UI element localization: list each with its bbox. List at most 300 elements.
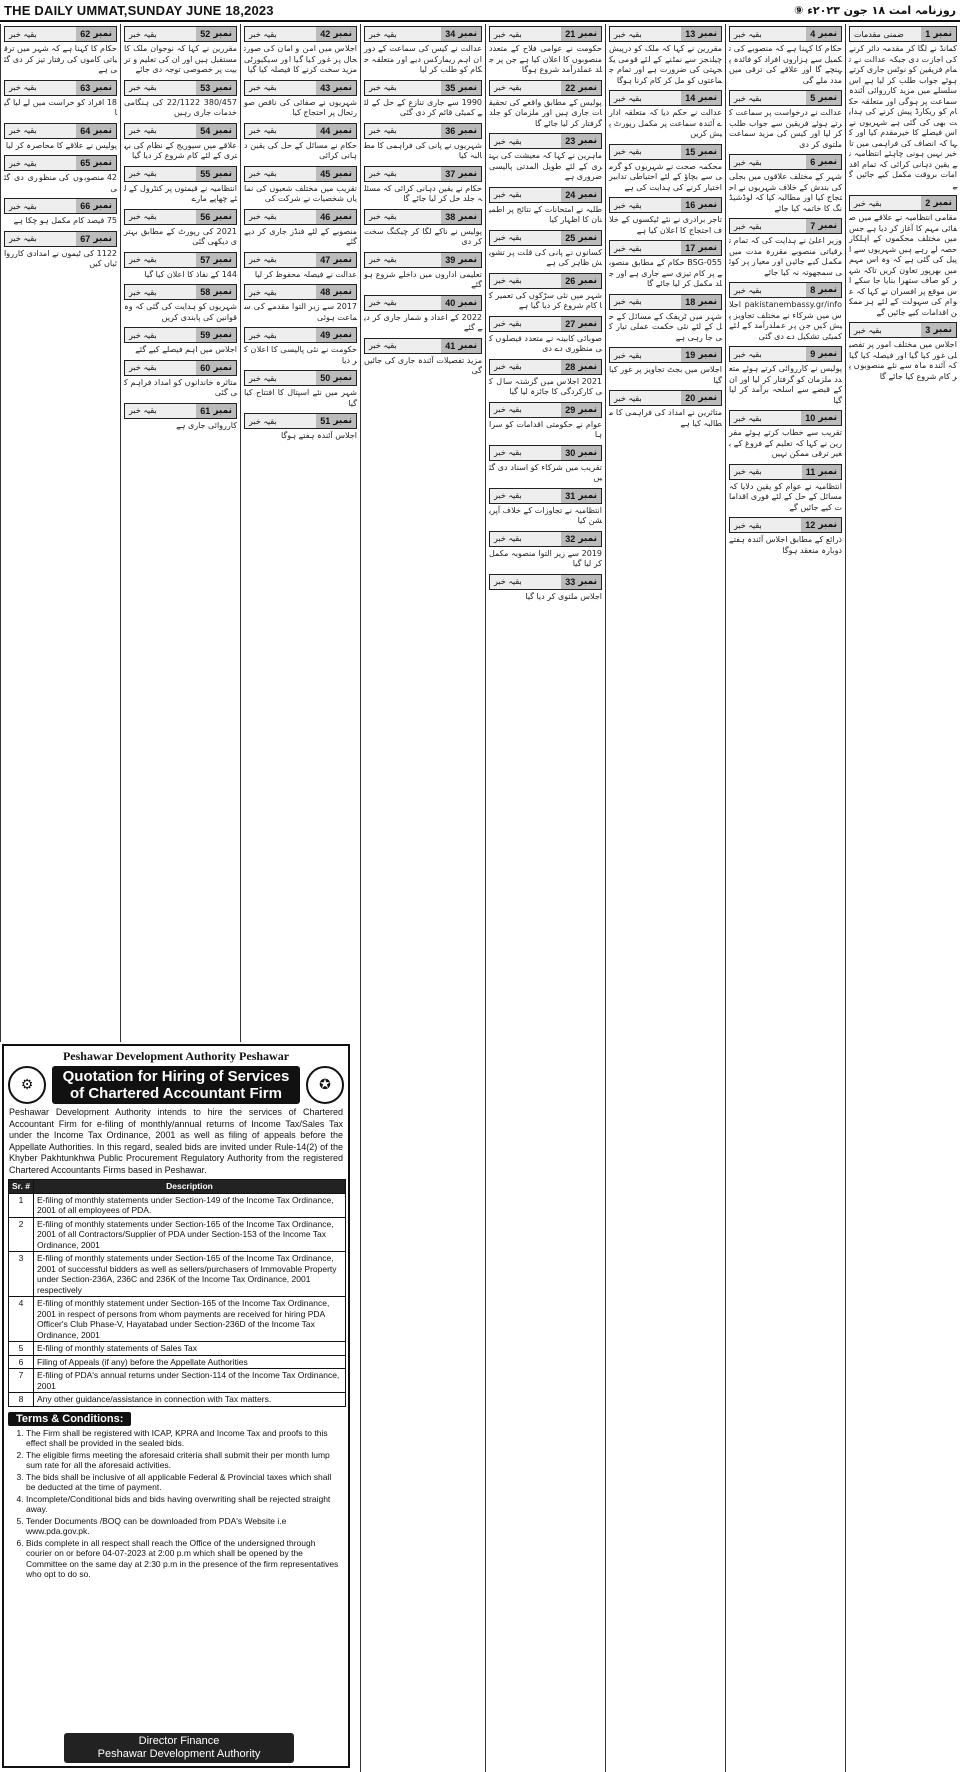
item-title: بقیہ خبر (494, 136, 522, 146)
item-body: عوام نے حکومتی اقدامات کو سراہا (489, 419, 602, 439)
item-header (729, 282, 842, 298)
item-title: بقیہ خبر (369, 29, 397, 39)
classified-item (729, 90, 842, 150)
classified-item (244, 209, 357, 248)
item-title: بقیہ خبر (249, 169, 277, 178)
column (485, 24, 605, 1772)
item-number-badge (441, 210, 481, 224)
item-title: بقیہ خبر (249, 416, 277, 426)
item-number-label: نمبر (458, 254, 477, 265)
item-header (124, 252, 237, 268)
item-header (489, 488, 602, 504)
item-number-badge (316, 27, 356, 41)
classified-item (609, 90, 722, 140)
item-number: 33 (565, 576, 576, 587)
item-number-label: نمبر (818, 520, 837, 530)
item-number: 3 (925, 325, 931, 335)
classified-item (729, 346, 842, 406)
classified-item (124, 252, 237, 281)
item-title: بقیہ خبر (129, 169, 157, 178)
classified-item (609, 240, 722, 290)
item-body: حکومت نے عوامی فلاح کے متعدد منصوبوں کا اعلان کیا ہے جن پر جلد عملدرآمد شروع ہوگا (489, 44, 602, 74)
item-title: بقیہ خبر (249, 212, 277, 221)
item-body: پولیس نے ناکے لگا کر چیکنگ سخت کر دی (364, 226, 482, 246)
item-body: شہر میں نئی سڑکوں کی تعمیر کا کام شروع کر دیا گیا ہے (489, 290, 602, 310)
item-header (4, 198, 117, 214)
classified-item (729, 218, 842, 278)
item-body: اجلاس آئندہ ہفتے ہوگا (281, 431, 357, 440)
item-title: بقیہ خبر (494, 29, 522, 39)
item-header (124, 26, 237, 42)
item-body: 1990 سے جاری تنازع کے حل کے لئے کمیٹی قائم کر دی گئی (364, 97, 482, 117)
item-body: 1122 کی ٹیموں نے امدادی کارروائیاں کیں (4, 248, 117, 268)
item-number-label: نمبر (933, 198, 952, 208)
item-number-badge (561, 134, 601, 148)
item-number: 59 (200, 330, 211, 340)
row-description: E-filing of monthly statements of Sales Tax (34, 1342, 346, 1356)
item-title: بقیہ خبر (249, 255, 277, 264)
item-number: 46 (320, 211, 331, 222)
item-number: 38 (445, 211, 456, 222)
item-number-label: نمبر (213, 211, 232, 222)
item-body: 2022 کے اعداد و شمار جاری کر دیے گئے (364, 312, 482, 332)
item-header (729, 464, 842, 480)
item-number-label: نمبر (458, 125, 477, 136)
item-number-label: نمبر (578, 189, 597, 200)
item-number-badge (561, 575, 601, 589)
signatory-org: Peshawar Development Authority (97, 1748, 261, 1760)
table-row (9, 1393, 346, 1407)
classified-item (364, 252, 482, 291)
ad-signatory (64, 1733, 294, 1763)
item-number-label: نمبر (458, 168, 477, 179)
item-number-label: نمبر (578, 576, 597, 587)
item-title: بقیہ خبر (494, 448, 522, 457)
item-title: بقیہ خبر (494, 276, 522, 285)
item-body: BSG-055 حکام کے مطابق منصوبے پر کام تیزی سے جاری ہے اور جلد مکمل کر لیا جائے گا (609, 258, 722, 288)
item-body: کارروائی جاری ہے (176, 420, 237, 430)
item-header (4, 155, 117, 171)
item-header (849, 26, 957, 42)
item-header (489, 230, 602, 246)
item-number-badge (441, 253, 481, 267)
item-number: 62 (80, 29, 91, 39)
item-number-label: نمبر (818, 93, 837, 103)
item-body: 18 افراد کو حراست میں لے لیا گیا (4, 97, 117, 117)
item-header (489, 187, 602, 203)
item-number-label: نمبر (333, 330, 352, 340)
item-number: 13 (685, 29, 696, 39)
item-header (364, 338, 482, 354)
item-number-badge (801, 411, 841, 425)
item-title: ضمنی مقدمات (854, 29, 904, 39)
item-number: 57 (200, 254, 211, 265)
item-body: مقررین نے کہا کہ ملک کو درپیش چیلنجز سے نمٹنے کے لئے قومی یکجہتی کی ضرورت ہے اور تمام جماعتوں کو مل کر کام کرنا ہوگا (609, 44, 722, 85)
item-number-label: نمبر (93, 233, 112, 244)
column (240, 24, 360, 1042)
item-title: بقیہ خبر (614, 93, 642, 103)
item-number-label: نمبر (818, 285, 837, 295)
item-number-badge (561, 81, 601, 95)
item-number-badge (561, 360, 601, 374)
item-number-label: نمبر (458, 340, 477, 351)
item-title: بقیہ خبر (494, 233, 522, 242)
item-number-label: نمبر (333, 416, 352, 426)
item-body: پولیس نے علاقے کا محاصرہ کر لیا (5, 140, 117, 150)
item-number-label: نمبر (578, 361, 597, 372)
services-table (8, 1179, 346, 1407)
item-number: 29 (565, 404, 576, 415)
item-title: بقیہ خبر (129, 363, 157, 372)
item-number-badge (681, 391, 721, 405)
classified-item (124, 403, 237, 432)
item-number-badge (196, 285, 236, 299)
classified-item (244, 166, 357, 205)
item-number: 12 (805, 520, 816, 530)
item-header (244, 370, 357, 386)
term-item: 3. The bids shall be inclusive of all applicable Federal & Provincial taxes which shall be deducted at the time of payment. (26, 1472, 342, 1493)
item-number-label: نمبر (578, 447, 597, 458)
item-number-badge (561, 188, 601, 202)
item-number-badge (806, 283, 841, 297)
item-number-badge (561, 489, 601, 503)
item-header (489, 574, 602, 590)
classified-item (244, 252, 357, 281)
classified-item (729, 464, 842, 514)
item-title: بقیہ خبر (614, 147, 642, 156)
classified-item (849, 322, 957, 382)
item-number-badge (76, 27, 116, 41)
item-header (244, 284, 357, 300)
item-title: بقیہ خبر (129, 330, 157, 340)
item-body: 2019 سے زیر التوا منصوبہ مکمل کر لیا گیا (489, 548, 602, 568)
item-number: 19 (685, 350, 696, 360)
item-header (244, 26, 357, 42)
item-number-label: نمبر (933, 325, 952, 335)
classified-item (489, 531, 602, 570)
item-body: حکام نے مسائل کے حل کی یقین دہانی کرائی (244, 140, 357, 160)
item-number-label: نمبر (333, 287, 352, 297)
item-number: 11 (805, 466, 816, 477)
item-number-badge (561, 231, 601, 245)
item-number-label: نمبر (333, 211, 352, 222)
item-number-label: نمبر (578, 82, 597, 93)
item-number-badge (806, 347, 841, 361)
ad-title (52, 1066, 300, 1104)
classified-item (489, 316, 602, 355)
item-number-label: نمبر (698, 200, 717, 210)
item-body: 2021 اجلاس میں گزشتہ سال کی کارکردگی کا جائزہ لیا گیا (489, 376, 602, 396)
classified-item (489, 133, 602, 183)
item-title: بقیہ خبر (494, 83, 522, 92)
item-body: علاقے میں سیوریج کے نظام کی بہتری کے لئے کام شروع کر دیا گیا (124, 140, 237, 160)
item-title: بقیہ خبر (129, 29, 157, 39)
item-body: تقریب میں مختلف شعبوں کی نمایاں شخصیات نے شرکت کی (244, 183, 357, 203)
item-title: بقیہ خبر (129, 255, 157, 264)
table-row (9, 1193, 346, 1217)
item-body: حکومت نے نئی پالیسی کا اعلان کر دیا (244, 345, 357, 365)
item-body: شہر میں ٹریفک کے مسائل کے حل کے لئے نئی حکمت عملی تیار کی جا رہی ہے (609, 311, 722, 342)
item-body: انتظامیہ نے عوام کو یقین دلایا کہ مسائل کے حل کے لئے فوری اقدامات کیے جائیں گے (729, 481, 842, 512)
item-number-badge (561, 446, 601, 460)
item-body: تقریب میں شرکاء کو اسناد دی گئیں (489, 462, 602, 482)
item-title: بقیہ خبر (129, 287, 157, 297)
item-number-badge (441, 81, 481, 95)
classified-item (489, 574, 602, 603)
item-number: 48 (320, 287, 331, 297)
item-header (489, 273, 602, 289)
classified-item (849, 26, 957, 191)
item-header (124, 80, 237, 96)
item-number: 21 (565, 29, 576, 39)
item-number: 56 (200, 211, 211, 222)
item-number-badge (316, 414, 356, 428)
item-header (489, 531, 602, 547)
item-number: 5 (810, 93, 816, 103)
classified-item (124, 327, 237, 356)
item-number: 47 (320, 254, 331, 265)
item-title: بقیہ خبر (734, 349, 762, 359)
row-sr: 8 (9, 1393, 34, 1407)
item-number: 42 (320, 29, 331, 39)
item-body: کسانوں نے پانی کی قلت پر تشویش ظاہر کی ہے (489, 247, 602, 267)
item-title: بقیہ خبر (9, 29, 37, 39)
item-title: بقیہ خبر (494, 491, 522, 500)
item-number-badge (681, 295, 721, 309)
item-body: شہر میں نئے اسپتال کا افتتاح کیا گیا (244, 388, 357, 408)
classified-item (124, 26, 237, 76)
item-number: 25 (565, 232, 576, 243)
classified-item (489, 273, 602, 312)
item-header (489, 359, 602, 375)
item-title: بقیہ خبر (494, 362, 522, 371)
item-body: طلبہ نے امتحانات کے نتائج پر اطمینان کا اظہار کیا (489, 204, 602, 224)
item-title: بقیہ خبر (614, 243, 642, 253)
classified-item (244, 284, 357, 323)
item-header (364, 123, 482, 139)
term-item: 1. The Firm shall be registered with ICAP, KPRA and Income Tax and proofs to this effect shall be provided in the sealed bids. (26, 1428, 342, 1449)
ad-organization: Peshawar Development Authority Peshawar (62, 1049, 290, 1063)
item-number: 18 (685, 296, 696, 307)
item-number-label: نمبر (578, 318, 597, 329)
item-header (489, 133, 602, 149)
classified-item (124, 166, 237, 205)
item-title: بقیہ خبر (854, 198, 882, 208)
item-header (489, 316, 602, 332)
item-header (609, 390, 722, 406)
item-number-label: نمبر (93, 29, 112, 39)
row-description: Filing of Appeals (if any) before the Appellate Authorities (34, 1355, 346, 1369)
item-title: بقیہ خبر (129, 406, 157, 415)
item-number-badge (561, 403, 601, 417)
item-number: 27 (565, 318, 576, 329)
item-header (849, 322, 957, 338)
item-header (609, 197, 722, 213)
item-title: بقیہ خبر (369, 341, 397, 350)
item-number-badge (681, 27, 721, 41)
item-number: 43 (320, 82, 331, 93)
classified-item (489, 26, 602, 76)
item-title: بقیہ خبر (249, 373, 277, 383)
item-body: pakistanembassy.gr/info اجلاس میں شرکاء نے مختلف تجاویز پیش کیں جن پر عملدرآمد کے لئے کمیٹی تشکیل دے دی گئی (729, 300, 842, 341)
item-number: 36 (445, 125, 456, 136)
item-number: 39 (445, 254, 456, 265)
item-number-label: نمبر (213, 254, 232, 265)
table-row (9, 1252, 346, 1297)
item-number-label: نمبر (578, 275, 597, 286)
item-header (364, 26, 482, 42)
item-number-label: نمبر (93, 201, 112, 211)
item-number-label: نمبر (333, 373, 352, 383)
classified-item (489, 187, 602, 226)
item-header (609, 144, 722, 160)
classified-item (364, 295, 482, 334)
item-header (4, 231, 117, 247)
term-item: 6. Bids complete in all respect shall reach the Office of the undersigned through courier on or before 04-07-2023 at 2:00 p.m which shall be opened by the Committee on the same day at 2:30 p.m in the presence of the firm representatives who opt to do so. (26, 1538, 342, 1580)
item-number-label: نمبر (698, 146, 717, 157)
item-header (364, 80, 482, 96)
item-number-badge (316, 124, 356, 138)
item-number: 45 (320, 168, 331, 179)
item-body: انتظامیہ نے قیمتوں پر کنٹرول کے لئے چھاپے مارے (123, 183, 237, 203)
item-number-badge (801, 518, 841, 532)
item-body: شہر کے مختلف علاقوں میں بجلی کی بندش کے خلاف شہریوں نے احتجاج کیا اور مطالبہ کیا کہ لوڈشیڈنگ کا خاتمہ کیا جائے (729, 172, 842, 213)
row-sr: 1 (9, 1193, 34, 1217)
item-number: 67 (80, 233, 91, 244)
item-number-badge (76, 156, 116, 170)
item-title: بقیہ خبر (734, 93, 762, 103)
item-number-label: نمبر (333, 254, 352, 265)
classified-item (729, 154, 842, 214)
classified-item (609, 294, 722, 344)
item-number: 51 (320, 416, 331, 426)
item-number-badge (561, 317, 601, 331)
item-header (244, 123, 357, 139)
item-header (124, 209, 237, 225)
item-header (489, 402, 602, 418)
item-header (124, 284, 237, 300)
item-header (244, 166, 357, 182)
item-body: شہریوں نے صفائی کی ناقص صورتحال پر احتجاج کیا (244, 97, 357, 117)
classified-item (489, 402, 602, 441)
item-body: عدالت نے کیس کی سماعت کے دوران اہم ریمارکس دیے اور متعلقہ حکام کو طلب کر لیا (364, 44, 482, 74)
item-body: اجلاس میں مختلف امور پر تفصیلی غور کیا گیا اور فیصلہ کیا گیا کہ آئندہ ماہ سے نئے منصوبوں پر کام شروع کیا جائے گا (849, 340, 957, 381)
item-header (4, 80, 117, 96)
item-body: صوبائی کابینہ نے متعدد فیصلوں کی منظوری دے دی (489, 333, 602, 353)
item-title: بقیہ خبر (734, 285, 762, 295)
item-title: بقیہ خبر (249, 29, 277, 39)
sr-header: Sr. # (9, 1180, 34, 1194)
item-number: 20 (685, 393, 696, 403)
item-body: متاثرہ خاندانوں کو امداد فراہم کی گئی (124, 377, 237, 397)
item-title: بقیہ خبر (249, 330, 277, 340)
item-number-label: نمبر (578, 490, 597, 501)
item-number-label: نمبر (818, 157, 837, 167)
item-number-label: نمبر (698, 29, 717, 39)
item-header (364, 166, 482, 182)
item-number-badge (196, 328, 236, 342)
item-number: 8 (810, 285, 816, 295)
item-header (729, 517, 842, 533)
item-number-badge (681, 348, 721, 362)
item-body: حکام نے یقین دہانی کرائی کہ مسئلہ جلد حل کر لیا جائے گا (364, 183, 482, 203)
item-header (4, 123, 117, 139)
item-header (609, 90, 722, 106)
item-body: 42 منصوبوں کی منظوری دی گئی (4, 173, 117, 193)
item-header (244, 252, 357, 268)
item-number-label: نمبر (818, 466, 837, 477)
item-header (489, 26, 602, 42)
item-header (4, 26, 117, 42)
item-body: پولیس کے مطابق واقعے کی تحقیقات جاری ہیں اور ملزمان کو جلد گرفتار کر لیا جائے گا (489, 97, 602, 128)
classified-item (4, 231, 117, 270)
item-body: حکام کا کہنا ہے کہ شہر میں ترقیاتی کاموں کی رفتار تیز کر دی گئی ہے (4, 44, 117, 74)
classified-item (244, 80, 357, 119)
item-body: تقریب سے خطاب کرتے ہوئے مقررین نے کہا کہ تعلیم کے فروغ کے بغیر ترقی ممکن نہیں (729, 428, 842, 458)
item-body: 2021 کی رپورٹ کے مطابق بہتری دیکھی گئی (124, 226, 237, 246)
row-sr: 4 (9, 1297, 34, 1342)
item-body: محکمہ صحت نے شہریوں کو گرمی سے بچاؤ کے لئے احتیاطی تدابیر اختیار کرنے کی ہدایت کی ہے (609, 161, 722, 192)
item-number-badge (561, 27, 601, 41)
item-number-badge (76, 81, 116, 95)
column (120, 24, 240, 1042)
item-header (124, 327, 237, 343)
item-number: 17 (685, 243, 696, 253)
item-title: بقیہ خبر (734, 467, 762, 476)
term-item: 2. The eligible firms meeting the aforesaid criteria shall submit their per month lump sum rate for all the aforesaid activities. (26, 1450, 342, 1471)
item-number-label: نمبر (698, 350, 717, 360)
item-body: کمانڈ نے لگا کر مقدمہ دائر کرنے کی اجازت دی جبکہ عدالت نے تمام فریقین کو نوٹس جاری کرتے ہوئے جواب طلب کر لیا ہے اس سلسلے میں مزید کارروائی آئندہ سماعت پر ہوگی اور متعلقہ حکام کو ریکارڈ پیش کرنے کی ہدایت بھی کی گئی ہے شہریوں نے اس فیصلے کا خیرمقدم کیا اور کہا کہ انصاف کی فراہمی میں تاخیر نہیں ہونی چاہئے انتظامیہ نے یقین دہانی کرائی کہ تمام اقدامات بروقت مکمل کیے جائیں گے (849, 44, 957, 190)
column (0, 24, 120, 1042)
item-body: مقررین نے کہا کہ نوجوان ملک کا مستقبل ہیں اور ان کی تعلیم و تربیت پر خصوصی توجہ دی جائے (124, 44, 237, 74)
classified-item (364, 123, 482, 162)
item-number-badge (196, 210, 236, 224)
terms-title: Terms & Conditions: (8, 1412, 131, 1426)
item-title: بقیہ خبر (494, 577, 522, 586)
item-title: بقیہ خبر (9, 83, 37, 92)
item-number-badge (196, 167, 236, 181)
item-number-badge (806, 27, 841, 41)
classified-item (609, 144, 722, 194)
item-number-label: نمبر (93, 82, 112, 93)
column (605, 24, 725, 1772)
item-title: بقیہ خبر (129, 126, 157, 135)
item-number-badge (316, 210, 356, 224)
item-number: 66 (80, 201, 91, 211)
row-sr: 3 (9, 1252, 34, 1297)
ad-title-bar (4, 1066, 348, 1104)
item-header (244, 80, 357, 96)
classified-item (489, 80, 602, 130)
item-number: 50 (320, 373, 331, 383)
item-title: بقیہ خبر (129, 212, 157, 221)
item-number-badge (441, 339, 481, 353)
row-description: E-filing of monthly statements under Section-149 of the Income Tax Ordinance, 2001 of all employees of PDA. (34, 1193, 346, 1217)
item-number-label: نمبر (213, 330, 232, 340)
classified-item (244, 327, 357, 366)
item-number-label: نمبر (213, 82, 232, 93)
item-number: 58 (200, 287, 211, 297)
item-number: 60 (200, 362, 211, 373)
item-number-label: نمبر (213, 362, 232, 373)
masthead-english-title: THE DAILY UMMAT,SUNDAY JUNE 18,2023 (4, 2, 274, 18)
classified-item (489, 359, 602, 398)
item-header (124, 166, 237, 182)
item-number: 40 (445, 297, 456, 308)
item-number-label: نمبر (213, 29, 232, 39)
item-body: پولیس نے کارروائی کرتے ہوئے متعدد ملزمان کو گرفتار کر لیا اور ان کے قبضے سے اسلحہ برآمد کر لیا گیا (729, 364, 842, 405)
item-number-label: نمبر (458, 211, 477, 222)
